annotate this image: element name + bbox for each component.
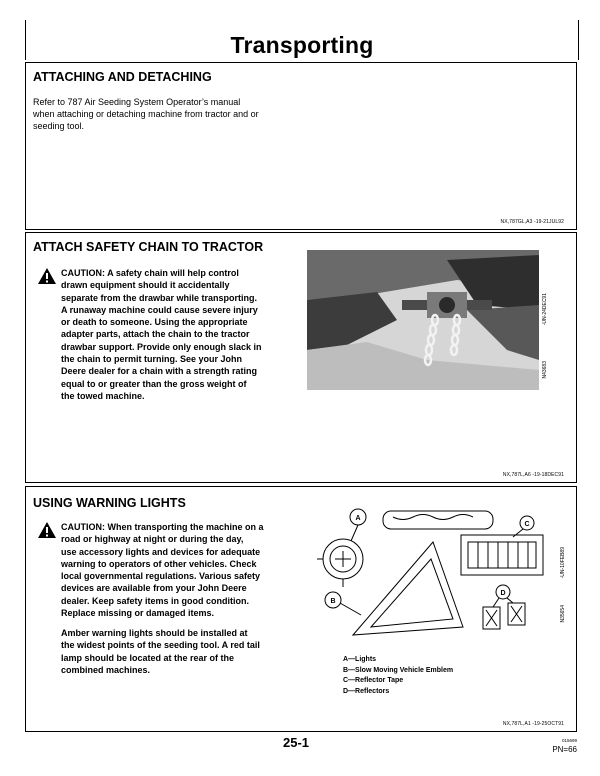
pn-number: PN=66 [552, 745, 577, 754]
text-line: warning to operators of other vehicles. Check [61, 558, 257, 569]
text-line: the chain to permit turning. See your John [61, 354, 243, 365]
text-line: seeding tool. [33, 121, 85, 131]
warning-triangle-icon [37, 521, 57, 539]
section-warning-lights [25, 486, 577, 732]
text-line: Replace missing or damaged items. [61, 608, 215, 619]
reference-code: NX,787L,A6 -19-18DEC91 [502, 472, 564, 478]
text-line: lamp should be located at the rear of the [61, 652, 235, 663]
text-line: local governmental regulations. Various safety [61, 571, 261, 582]
text-line: combined machines. [61, 664, 151, 675]
note-text [61, 627, 260, 676]
caution-text [61, 267, 262, 402]
image-code: N43683 [542, 361, 548, 379]
text-line: CAUTION: When transporting the machine on a [61, 522, 264, 532]
warning-devices-drawing [313, 497, 553, 649]
safety-chain-illustration [307, 250, 539, 390]
figure-legend [343, 655, 453, 697]
attaching-text [33, 96, 259, 132]
section-heading: ATTACH SAFETY CHAIN TO TRACTOR [33, 240, 264, 254]
image-code: N35654 [560, 605, 566, 623]
text-line: road or highway at night or during the day, [61, 534, 244, 545]
legend-item: A—Lights [343, 656, 377, 663]
section-safety-chain [25, 232, 577, 483]
text-line: or death to someone. Using the appropriate [61, 317, 248, 328]
legend-item: C—Reflector Tape [343, 677, 404, 684]
text-line: use accessory lights and devices for adequate [61, 546, 261, 557]
text-line: A runaway machine could cause severe injury [61, 304, 258, 315]
section-attaching [25, 62, 577, 230]
text-line: devices are available from your John Deere [61, 583, 247, 594]
safety-chain-photo [307, 250, 539, 390]
callout-b: B [330, 598, 336, 605]
section-heading: ATTACHING AND DETACHING [33, 70, 212, 84]
text-line: drawbar support. Provide only enough slack in [61, 341, 262, 352]
image-code: -UN-24DEC91 [542, 293, 548, 326]
text-line: Amber warning lights should be installed at [61, 628, 248, 638]
text-line: the towed machine. [61, 390, 145, 401]
text-line: the widest points of the seeding tool. A red tail [61, 640, 260, 651]
text-line: dealer. Keep safety items in good condition. [61, 595, 250, 606]
text-line: drawn equipment should it accidentally [61, 280, 230, 291]
text-line: CAUTION: A safety chain will help control [61, 268, 239, 278]
section-heading: USING WARNING LIGHTS [33, 496, 186, 510]
text-line: equal to or greater than the gross weight of [61, 378, 247, 389]
text-line: Refer to 787 Air Seeding System Operator’s manual [33, 97, 241, 107]
text-line: when attaching or detaching machine from tractor and or [33, 109, 259, 119]
reference-code: NX,787GL,A3 -19-21JUL92 [500, 219, 564, 225]
title-frame [25, 20, 579, 60]
print-code: 015699 [561, 738, 577, 743]
text-line: Deere dealer for a chain with a strength rating [61, 366, 258, 377]
warning-triangle-icon [37, 267, 57, 285]
reference-code: NX,787L,A1 -19-25OCT91 [502, 721, 564, 727]
page-number: 25-1 [283, 735, 310, 750]
callout-d: D [500, 590, 506, 597]
text-line: adapter parts, attach the chain to the tractor [61, 329, 250, 340]
text-line: separate from the drawbar while transporting. [61, 292, 258, 303]
callout-a: A [355, 515, 361, 522]
callout-c: C [524, 521, 530, 528]
legend-item: B—Slow Moving Vehicle Emblem [343, 666, 454, 674]
page-title: Transporting [230, 32, 374, 58]
legend-item: D—Reflectors [343, 687, 390, 695]
image-code: -UN-10FEB89 [560, 547, 566, 579]
caution-text [61, 521, 264, 619]
